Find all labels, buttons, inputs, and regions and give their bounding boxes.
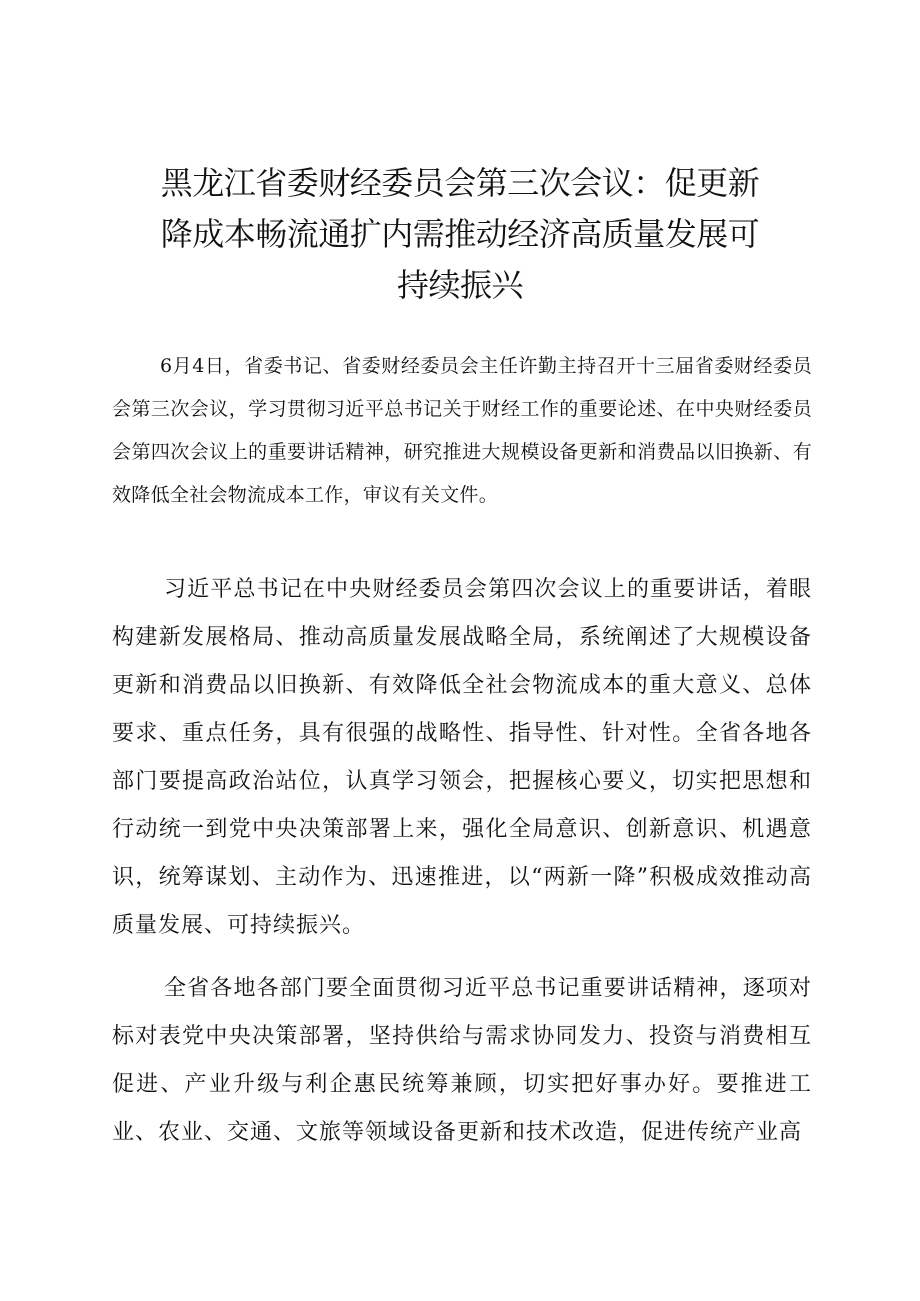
paragraph-2: 习近平总书记在中央财经委员会第四次会议上的重要讲话，着眼构建新发展格局、推动高质量发展战略全局，系统阐述了大规模设备更新和消费品以旧换新、有效降低全社会物流成本的重大意义、总体要求、重点任务，具有很强的战略性、指导性、针对性。全省各地各部门要提高政治站位，认真学习领会，把握核心要义，切实把思想和行动统一到党中央决策部署上来，强化全局意识、创新意识、机遇意识，统筹谋划、主动作为、迅速推进，以“两新一降”积极成效推动高质量发展、可持续振兴。 bbox=[112, 577, 812, 938]
article-title: 黑龙江省委财经委员会第三次会议：促更新降成本畅流通扩内需推动经济高质量发展可持续振兴 bbox=[160, 164, 760, 304]
paragraph-3: 全省各地各部门要全面贯彻习近平总书记重要讲话精神，逐项对标对表党中央决策部署，坚持供给与需求协同发力、投资与消费相互促进、产业升级与利企惠民统筹兼顾，切实把好事办好。要推进工业、农业、交通、文旅等领域设备更新和技术改造，促进传统产业高 bbox=[112, 976, 812, 1145]
paragraph-1: 6月4日，省委书记、省委财经委员会主任许勤主持召开十三届省委财经委员会第三次会议，学习贯彻习近平总书记关于财经工作的重要论述、在中央财经委员会第四次会议上的重要讲话精神，研究推进大规模设备更新和消费品以旧换新、有效降低全社会物流成本工作，审议有关文件。 bbox=[112, 355, 812, 506]
